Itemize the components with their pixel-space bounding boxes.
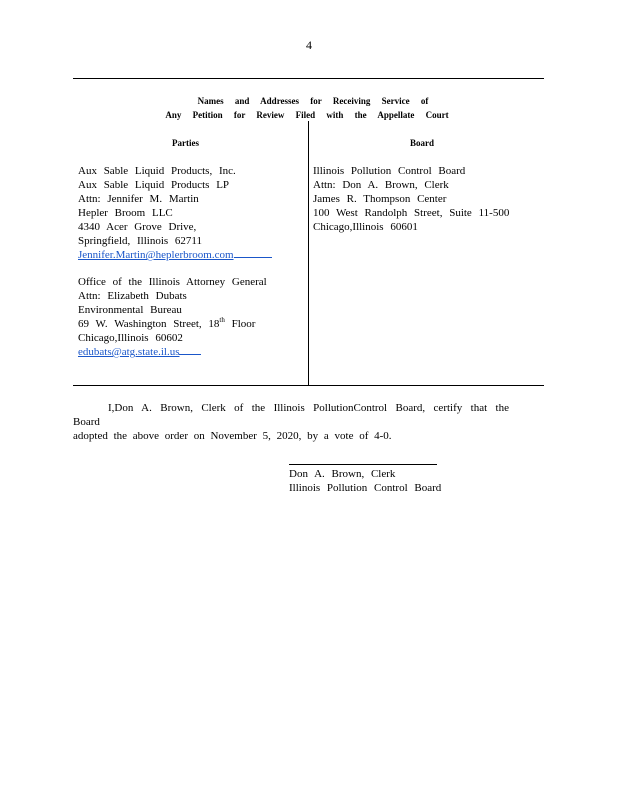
address-line: Springfield, Illinois 62711 [78,235,203,247]
address-line: Hepler Broom LLC [78,207,173,219]
address-line: Environmental Bureau [78,304,182,316]
email-text: Jennifer.Martin@heplerbroom.com [78,249,234,261]
parties-column-label: Parties [172,138,199,148]
column-divider [308,121,309,385]
address-line: Chicago,Illinois 60601 [313,221,418,233]
address-line: Attn: Jennifer M. Martin [78,193,199,205]
street-prefix: 69 W. Washington Street, 18 [78,318,220,330]
party-address-aux-sable [78,164,272,262]
address-line: 4340 Acer Grove Drive, [78,221,197,233]
street-suffix: Floor [224,318,256,330]
certification-line2: adopted the above order on November 5, 2020, by a vote of 4-0. [73,430,392,442]
address-line: Illinois Pollution Control Board [313,165,466,177]
board-column-label: Board [410,138,435,148]
top-rule [73,78,544,79]
email-link-martin[interactable] [78,249,272,261]
board-address [313,164,509,234]
address-line: 100 West Randolph Street, Suite 11-500 [313,207,510,219]
bottom-rule [73,385,544,386]
certification-paragraph [73,401,509,443]
address-line: Aux Sable Liquid Products, Inc. [78,165,236,177]
ordinal-suffix: th [219,316,225,324]
address-line: Chicago,Illinois 60602 [78,332,183,344]
address-line: Aux Sable Liquid Products LP [78,179,230,191]
address-line: Attn: Elizabeth Dubats [78,290,187,302]
certification-line1: I,Don A. Brown, Clerk of the Illinois PollutionControl Board, certify that the Board [73,402,509,428]
signature-name: Don A. Brown, Clerk [289,468,396,480]
email-text: edubats@atg.state.il.us [78,346,180,358]
service-heading-line2: Any Petition for Review Filed with the Appellate Court [165,110,449,120]
page-number: 4 [306,38,312,52]
address-line: Attn: Don A. Brown, Clerk [313,179,449,191]
signature-block [289,467,441,495]
email-link-dubats[interactable] [78,346,201,358]
signature-line [289,464,437,465]
signature-title: Illinois Pollution Control Board [289,482,442,494]
service-heading-line1: Names and Addresses for Receiving Service of [197,96,429,106]
address-line: James R. Thompson Center [313,193,447,205]
party-address-attorney-general [78,275,267,359]
address-street-line [78,317,267,331]
address-line: Office of the Illinois Attorney General [78,276,267,288]
